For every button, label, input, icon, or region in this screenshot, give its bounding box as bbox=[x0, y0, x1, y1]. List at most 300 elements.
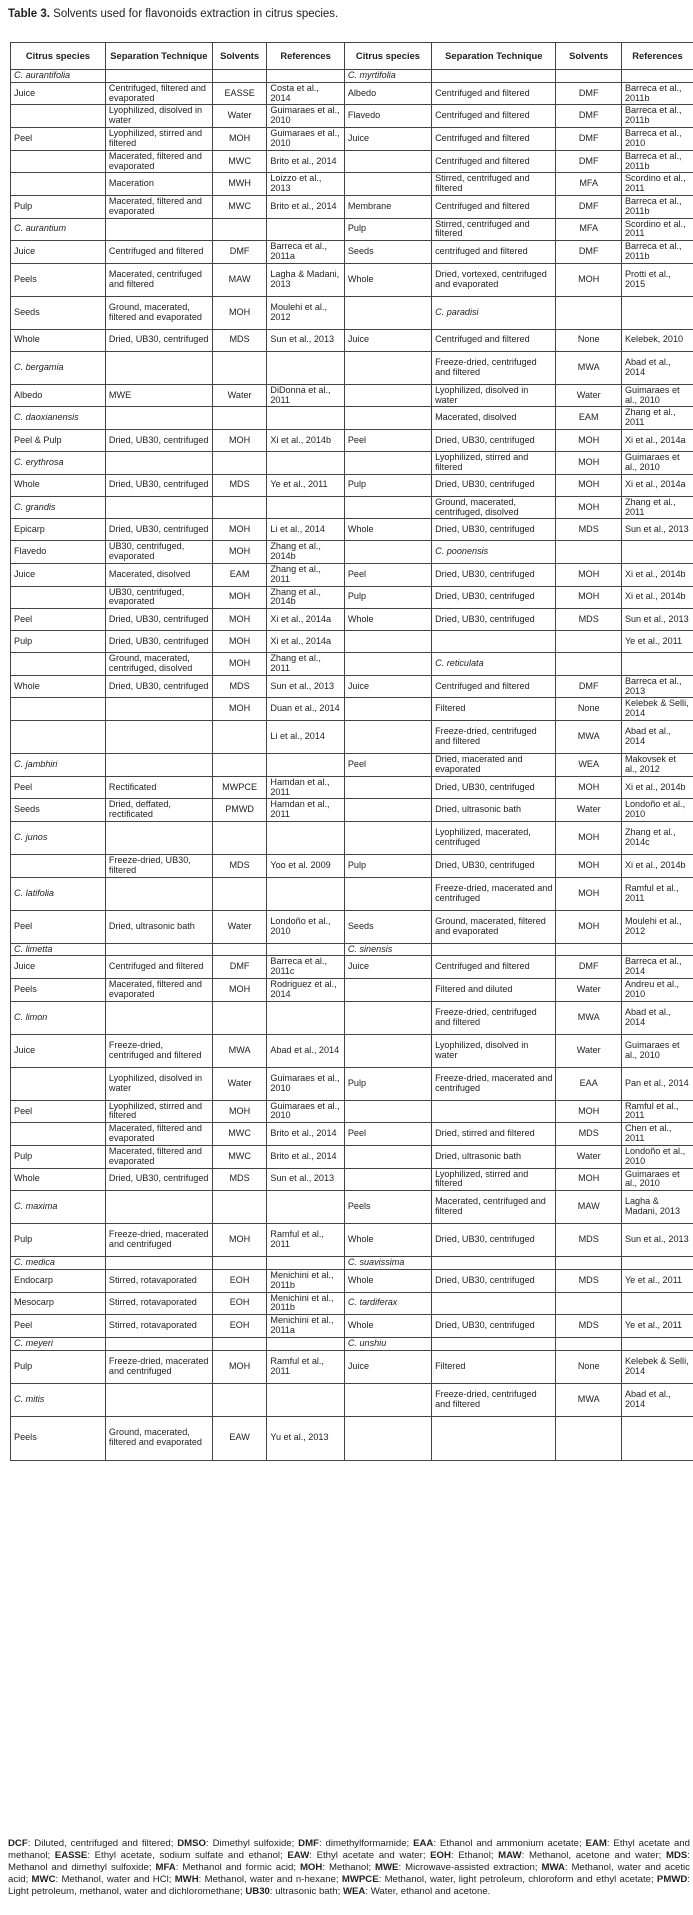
cell-reference: Duan et al., 2014 bbox=[267, 698, 344, 721]
cell-reference-2: Makovsek et al., 2012 bbox=[621, 754, 693, 777]
cell-reference-2: Guimaraes et al., 2010 bbox=[621, 1168, 693, 1191]
cell-reference: Guimaraes et al., 2010 bbox=[267, 128, 344, 151]
cell-solvent-2: MOH bbox=[556, 474, 621, 496]
cell-reference: Guimaraes et al., 2010 bbox=[267, 1067, 344, 1100]
cell-solvent-2 bbox=[556, 1337, 621, 1350]
cell-solvent: EOH bbox=[212, 1292, 267, 1315]
cell-technique: Maceration bbox=[105, 173, 212, 196]
cell-technique-2: Stirred, centrifuged and filtered bbox=[432, 218, 556, 241]
cell-solvent: MOH bbox=[212, 296, 267, 329]
cell-species-2 bbox=[344, 351, 431, 384]
cell-species bbox=[11, 173, 106, 196]
cell-species-2: Juice bbox=[344, 1350, 431, 1383]
cell-technique bbox=[105, 754, 212, 777]
cell-species-2: Peel bbox=[344, 1123, 431, 1146]
cell-solvent-2: DMF bbox=[556, 956, 621, 979]
cell-technique-2: Lyophilized, disolved in water bbox=[432, 1034, 556, 1067]
cell-technique-2 bbox=[432, 1100, 556, 1123]
cell-solvent-2: MOH bbox=[556, 854, 621, 877]
cell-technique: Dried, UB30, centrifuged bbox=[105, 609, 212, 631]
cell-species: C. aurantium bbox=[11, 218, 106, 241]
cell-solvent-2: DMF bbox=[556, 82, 621, 105]
cell-species: Peel bbox=[11, 609, 106, 631]
cell-species: Endocarp bbox=[11, 1269, 106, 1292]
cell-reference: Rodriguez et al., 2014 bbox=[267, 979, 344, 1002]
cell-solvent-2: MFA bbox=[556, 173, 621, 196]
cell-species: Juice bbox=[11, 1034, 106, 1067]
table-row bbox=[11, 1269, 693, 1292]
cell-species-2: Pulp bbox=[344, 474, 431, 496]
cell-species-2: Seeds bbox=[344, 241, 431, 264]
cell-reference: Yu et al., 2013 bbox=[267, 1416, 344, 1460]
footnote-abbr: MDS bbox=[665, 1850, 688, 1862]
cell-technique-2: Lyophilized, disolved in water bbox=[432, 384, 556, 407]
cell-technique: Stirred, rotavaporated bbox=[105, 1315, 212, 1338]
cell-solvent: MDS bbox=[212, 675, 267, 698]
cell-solvent-2: Water bbox=[556, 1145, 621, 1168]
cell-technique bbox=[105, 1383, 212, 1416]
cell-solvent-2: MOH bbox=[556, 430, 621, 452]
cell-species: C. daoxianensis bbox=[11, 407, 106, 430]
cell-species-2 bbox=[344, 150, 431, 173]
cell-technique bbox=[105, 70, 212, 83]
cell-technique-2: Dried, ultrasonic bath bbox=[432, 799, 556, 822]
cell-reference: Barreca et al., 2011c bbox=[267, 956, 344, 979]
cell-reference-2: Kelebek, 2010 bbox=[621, 329, 693, 351]
cell-reference-2 bbox=[621, 1257, 693, 1270]
footnote-abbr: EAA bbox=[413, 1838, 434, 1849]
cell-reference: Sun et al., 2013 bbox=[267, 675, 344, 698]
cell-species: C. limetta bbox=[11, 943, 106, 956]
cell-solvent-2: MWA bbox=[556, 721, 621, 754]
table-row bbox=[11, 1350, 693, 1383]
footnote-abbr: MWE bbox=[375, 1862, 399, 1874]
cell-technique-2: Centrifuged and filtered bbox=[432, 675, 556, 698]
cell-species: Juice bbox=[11, 956, 106, 979]
cell-species: C. aurantifolia bbox=[11, 70, 106, 83]
footnote-definition: ultrasonic bath bbox=[275, 1886, 338, 1898]
footnote-definition: Ethyl acetate and methanol bbox=[8, 1838, 690, 1862]
cell-species-2 bbox=[344, 653, 431, 676]
cell-species: Mesocarp bbox=[11, 1292, 106, 1315]
cell-technique-2: Dried, UB30, centrifuged bbox=[432, 474, 556, 496]
cell-reference-2: Pan et al., 2014 bbox=[621, 1067, 693, 1100]
cell-species: Pulp bbox=[11, 631, 106, 653]
cell-reference-2: Ye et al., 2011 bbox=[621, 1315, 693, 1338]
footnote-abbr: DCF bbox=[8, 1838, 28, 1849]
cell-reference-2: Xi et al., 2014b bbox=[621, 854, 693, 877]
cell-solvent-2: EAM bbox=[556, 407, 621, 430]
cell-technique-2: C. reticulata bbox=[432, 653, 556, 676]
cell-reference: Lagha & Madani, 2013 bbox=[267, 263, 344, 296]
cell-technique-2: Dried, vortexed, centrifuged and evaporated bbox=[432, 263, 556, 296]
cell-species: Peel bbox=[11, 128, 106, 151]
cell-species-2: Flavedo bbox=[344, 105, 431, 128]
cell-solvent-2: None bbox=[556, 329, 621, 351]
cell-technique-2: Centrifuged and filtered bbox=[432, 329, 556, 351]
table-row bbox=[11, 263, 693, 296]
footnote-definition: Methanol and dimethyl sulfoxide bbox=[8, 1862, 149, 1874]
table-row bbox=[11, 1416, 693, 1460]
cell-species: Whole bbox=[11, 329, 106, 351]
cell-species: Pulp bbox=[11, 195, 106, 218]
cell-reference: Abad et al., 2014 bbox=[267, 1034, 344, 1067]
cell-solvent-2: DMF bbox=[556, 105, 621, 128]
cell-technique-2: Dried, UB30, centrifuged bbox=[432, 854, 556, 877]
cell-solvent: MWC bbox=[212, 150, 267, 173]
table-row bbox=[11, 452, 693, 475]
cell-reference: Li et al., 2014 bbox=[267, 721, 344, 754]
cell-technique-2: Dried, UB30, centrifuged bbox=[432, 519, 556, 541]
cell-technique-2 bbox=[432, 631, 556, 653]
cell-solvent-2: MAW bbox=[556, 1191, 621, 1224]
cell-solvent-2: MDS bbox=[556, 1123, 621, 1146]
table-row bbox=[11, 776, 693, 799]
cell-reference-2: Londoño et al., 2010 bbox=[621, 1145, 693, 1168]
cell-solvent-2: MOH bbox=[556, 452, 621, 475]
cell-solvent: MOH bbox=[212, 631, 267, 653]
cell-solvent-2: MOH bbox=[556, 821, 621, 854]
cell-solvent-2: MWA bbox=[556, 351, 621, 384]
cell-species: Peel bbox=[11, 910, 106, 943]
cell-solvent-2: Water bbox=[556, 384, 621, 407]
cell-technique-2: Freeze-dried, macerated and centrifuged bbox=[432, 1067, 556, 1100]
footnote-abbr: EOH bbox=[430, 1850, 451, 1862]
cell-species-2: Whole bbox=[344, 1269, 431, 1292]
cell-species-2 bbox=[344, 1034, 431, 1067]
cell-technique-2: Centrifuged and filtered bbox=[432, 195, 556, 218]
cell-species-2 bbox=[344, 496, 431, 519]
table-row bbox=[11, 1001, 693, 1034]
cell-solvent: DMF bbox=[212, 241, 267, 264]
cell-technique: UB30, centrifuged, evaporated bbox=[105, 541, 212, 564]
cell-solvent: MOH bbox=[212, 698, 267, 721]
cell-reference: Ramful et al., 2011 bbox=[267, 1350, 344, 1383]
cell-solvent: MOH bbox=[212, 609, 267, 631]
cell-solvent-2: MDS bbox=[556, 609, 621, 631]
table-row bbox=[11, 1224, 693, 1257]
cell-technique: Centrifuged and filtered bbox=[105, 241, 212, 264]
cell-technique-2: C. poonensis bbox=[432, 541, 556, 564]
cell-species-2 bbox=[344, 776, 431, 799]
table-caption-text: Solvents used for flavonoids extraction in citrus species. bbox=[53, 8, 339, 20]
cell-technique: Macerated, filtered and evaporated bbox=[105, 150, 212, 173]
cell-solvent bbox=[212, 351, 267, 384]
cell-species bbox=[11, 653, 106, 676]
cell-species: C. limon bbox=[11, 1001, 106, 1034]
cell-species: Pulp bbox=[11, 1350, 106, 1383]
cell-reference bbox=[267, 452, 344, 475]
cell-species: Seeds bbox=[11, 296, 106, 329]
table-row bbox=[11, 910, 693, 943]
header-separation-technique-2: Separation Technique bbox=[432, 43, 556, 70]
cell-species-2: C. myrtifolia bbox=[344, 70, 431, 83]
cell-reference-2 bbox=[621, 1337, 693, 1350]
cell-species: Peels bbox=[11, 263, 106, 296]
cell-reference-2: Abad et al., 2014 bbox=[621, 351, 693, 384]
cell-solvent: Water bbox=[212, 1067, 267, 1100]
cell-reference-2: Xi et al., 2014a bbox=[621, 430, 693, 452]
cell-reference: Guimaraes et al., 2010 bbox=[267, 105, 344, 128]
cell-species-2 bbox=[344, 799, 431, 822]
cell-reference-2 bbox=[621, 70, 693, 83]
cell-solvent-2: MDS bbox=[556, 1315, 621, 1338]
cell-solvent-2: WEA bbox=[556, 754, 621, 777]
cell-technique: Dried, UB30, centrifuged bbox=[105, 1168, 212, 1191]
cell-solvent-2: Water bbox=[556, 799, 621, 822]
footnote-definition: Diluted, centrifuged and filtered bbox=[34, 1838, 171, 1849]
solvents-table bbox=[10, 42, 693, 1461]
cell-solvent: EAM bbox=[212, 563, 267, 586]
cell-species: Whole bbox=[11, 1168, 106, 1191]
cell-technique-2: Lyophilized, macerated, centrifuged bbox=[432, 821, 556, 854]
table-row bbox=[11, 430, 693, 452]
table-row bbox=[11, 609, 693, 631]
cell-solvent: Water bbox=[212, 105, 267, 128]
cell-reference-2: Abad et al., 2014 bbox=[621, 1001, 693, 1034]
cell-reference: Zhang et al., 2014b bbox=[267, 541, 344, 564]
cell-solvent: MOH bbox=[212, 1224, 267, 1257]
cell-species: C. grandis bbox=[11, 496, 106, 519]
cell-species: Juice bbox=[11, 82, 106, 105]
cell-solvent-2: Water bbox=[556, 979, 621, 1002]
cell-species: Juice bbox=[11, 241, 106, 264]
cell-solvent: MDS bbox=[212, 854, 267, 877]
cell-technique: Stirred, rotavaporated bbox=[105, 1292, 212, 1315]
cell-solvent-2 bbox=[556, 631, 621, 653]
cell-reference-2: Chen et al., 2011 bbox=[621, 1123, 693, 1146]
cell-species: Pulp bbox=[11, 1145, 106, 1168]
cell-technique-2 bbox=[432, 943, 556, 956]
cell-solvent: EOH bbox=[212, 1269, 267, 1292]
table-row bbox=[11, 943, 693, 956]
cell-solvent: MOH bbox=[212, 1350, 267, 1383]
cell-solvent-2: MOH bbox=[556, 496, 621, 519]
cell-solvent: MWH bbox=[212, 173, 267, 196]
cell-technique: Lyophilized, disolved in water bbox=[105, 1067, 212, 1100]
cell-species bbox=[11, 698, 106, 721]
cell-reference: Brito et al., 2014 bbox=[267, 1123, 344, 1146]
cell-technique-2 bbox=[432, 70, 556, 83]
cell-solvent bbox=[212, 1337, 267, 1350]
cell-reference-2: Scordino et al., 2011 bbox=[621, 173, 693, 196]
cell-species-2 bbox=[344, 631, 431, 653]
footnote-definition: Methanol and formic acid bbox=[182, 1862, 294, 1874]
cell-species: Peel bbox=[11, 776, 106, 799]
cell-technique-2: Macerated, disolved bbox=[432, 407, 556, 430]
cell-species-2: Juice bbox=[344, 675, 431, 698]
cell-species bbox=[11, 721, 106, 754]
cell-technique-2: Freeze-dried, centrifuged and filtered bbox=[432, 351, 556, 384]
cell-reference: Londoño et al., 2010 bbox=[267, 910, 344, 943]
table-row bbox=[11, 721, 693, 754]
table-row bbox=[11, 1067, 693, 1100]
cell-species-2: Pulp bbox=[344, 218, 431, 241]
header-citrus-species-2: Citrus species bbox=[344, 43, 431, 70]
cell-technique bbox=[105, 452, 212, 475]
cell-species: Peel bbox=[11, 1100, 106, 1123]
cell-solvent-2: MDS bbox=[556, 519, 621, 541]
cell-solvent bbox=[212, 1191, 267, 1224]
cell-solvent: MOH bbox=[212, 653, 267, 676]
cell-species-2 bbox=[344, 1001, 431, 1034]
table-row bbox=[11, 541, 693, 564]
cell-technique-2: C. paradisi bbox=[432, 296, 556, 329]
cell-technique: Macerated, centrifuged and filtered bbox=[105, 263, 212, 296]
cell-species-2 bbox=[344, 1383, 431, 1416]
cell-species: C. erythrosa bbox=[11, 452, 106, 475]
cell-reference-2: Barreca et al., 2011b bbox=[621, 150, 693, 173]
cell-reference-2: Protti et al., 2015 bbox=[621, 263, 693, 296]
cell-species-2 bbox=[344, 821, 431, 854]
cell-technique-2: Filtered and diluted bbox=[432, 979, 556, 1002]
cell-technique: Freeze-dried, centrifuged and filtered bbox=[105, 1034, 212, 1067]
cell-species-2 bbox=[344, 384, 431, 407]
cell-solvent-2: MOH bbox=[556, 910, 621, 943]
cell-technique bbox=[105, 877, 212, 910]
table-caption bbox=[8, 8, 338, 20]
cell-reference-2: Abad et al., 2014 bbox=[621, 721, 693, 754]
table-row bbox=[11, 296, 693, 329]
cell-reference: Sun et al., 2013 bbox=[267, 329, 344, 351]
cell-species-2: Seeds bbox=[344, 910, 431, 943]
cell-reference-2: Abad et al., 2014 bbox=[621, 1383, 693, 1416]
cell-species-2: C. tardiferax bbox=[344, 1292, 431, 1315]
table-caption-label: Table 3. bbox=[8, 8, 50, 20]
cell-technique: Centrifuged, filtered and evaporated bbox=[105, 82, 212, 105]
cell-solvent-2: MOH bbox=[556, 1168, 621, 1191]
cell-reference-2 bbox=[621, 1292, 693, 1315]
cell-solvent: MWC bbox=[212, 195, 267, 218]
cell-technique: Macerated, filtered and evaporated bbox=[105, 979, 212, 1002]
cell-solvent-2: DMF bbox=[556, 675, 621, 698]
cell-species-2: Peel bbox=[344, 430, 431, 452]
table-row bbox=[11, 698, 693, 721]
cell-technique-2: Stirred, centrifuged and filtered bbox=[432, 173, 556, 196]
footnote-definition: Dimethyl sulfoxide bbox=[212, 1838, 292, 1849]
cell-reference bbox=[267, 496, 344, 519]
cell-reference: Zhang et al., 2011 bbox=[267, 653, 344, 676]
cell-reference: Zhang et al., 2011 bbox=[267, 563, 344, 586]
cell-solvent: MWPCE bbox=[212, 776, 267, 799]
cell-species: C. meyeri bbox=[11, 1337, 106, 1350]
cell-solvent-2 bbox=[556, 541, 621, 564]
cell-solvent-2: MDS bbox=[556, 1269, 621, 1292]
cell-species-2 bbox=[344, 407, 431, 430]
cell-technique-2: Dried, UB30, centrifuged bbox=[432, 563, 556, 586]
cell-solvent bbox=[212, 1257, 267, 1270]
cell-technique-2: Dried, UB30, centrifuged bbox=[432, 776, 556, 799]
table-row bbox=[11, 799, 693, 822]
header-separation-technique: Separation Technique bbox=[105, 43, 212, 70]
cell-species-2 bbox=[344, 698, 431, 721]
cell-reference-2: Guimaraes et al., 2010 bbox=[621, 384, 693, 407]
cell-solvent: EAW bbox=[212, 1416, 267, 1460]
cell-reference: Xi et al., 2014a bbox=[267, 609, 344, 631]
footnote-abbr: EAM bbox=[585, 1838, 607, 1849]
cell-technique: Macerated, filtered and evaporated bbox=[105, 1145, 212, 1168]
table-row bbox=[11, 128, 693, 151]
table-row bbox=[11, 82, 693, 105]
cell-species-2: Peel bbox=[344, 563, 431, 586]
cell-solvent-2: EAA bbox=[556, 1067, 621, 1100]
cell-solvent: MWC bbox=[212, 1123, 267, 1146]
table-row bbox=[11, 1100, 693, 1123]
cell-solvent-2: MWA bbox=[556, 1001, 621, 1034]
cell-technique-2: Macerated, centrifuged and filtered bbox=[432, 1191, 556, 1224]
cell-solvent: PMWD bbox=[212, 799, 267, 822]
cell-solvent bbox=[212, 721, 267, 754]
cell-solvent: MAW bbox=[212, 263, 267, 296]
cell-solvent: MOH bbox=[212, 1100, 267, 1123]
cell-reference-2: Xi et al., 2014b bbox=[621, 776, 693, 799]
cell-solvent bbox=[212, 943, 267, 956]
cell-species: Pulp bbox=[11, 1224, 106, 1257]
cell-solvent: MWC bbox=[212, 1145, 267, 1168]
cell-species-2: C. unshiu bbox=[344, 1337, 431, 1350]
table-row bbox=[11, 218, 693, 241]
cell-technique: Centrifuged and filtered bbox=[105, 956, 212, 979]
cell-solvent bbox=[212, 496, 267, 519]
footnote-abbr: MWC bbox=[31, 1874, 56, 1886]
cell-solvent-2: MWA bbox=[556, 1383, 621, 1416]
cell-solvent-2 bbox=[556, 70, 621, 83]
table-row bbox=[11, 754, 693, 777]
cell-solvent: MDS bbox=[212, 474, 267, 496]
cell-reference: Ye et al., 2011 bbox=[267, 474, 344, 496]
footnote-abbr: MFA bbox=[155, 1862, 176, 1874]
cell-reference-2: Xi et al., 2014b bbox=[621, 563, 693, 586]
cell-technique-2: Dried, UB30, centrifuged bbox=[432, 1315, 556, 1338]
footnote-abbr: DMSO bbox=[177, 1838, 207, 1849]
cell-solvent-2: None bbox=[556, 1350, 621, 1383]
cell-technique-2: Filtered bbox=[432, 698, 556, 721]
table-row bbox=[11, 384, 693, 407]
cell-solvent: Water bbox=[212, 910, 267, 943]
cell-solvent-2: MDS bbox=[556, 1224, 621, 1257]
cell-species: Albedo bbox=[11, 384, 106, 407]
cell-solvent bbox=[212, 407, 267, 430]
cell-species-2: Whole bbox=[344, 519, 431, 541]
cell-reference: Hamdan et al., 2011 bbox=[267, 776, 344, 799]
cell-technique-2: Ground, macerated, filtered and evaporated bbox=[432, 910, 556, 943]
cell-species-2: C. sinensis bbox=[344, 943, 431, 956]
cell-technique: Lyophilized, disolved in water bbox=[105, 105, 212, 128]
cell-technique: Macerated, filtered and evaporated bbox=[105, 195, 212, 218]
table-row bbox=[11, 1337, 693, 1350]
cell-solvent: MDS bbox=[212, 329, 267, 351]
cell-technique: Freeze-dried, macerated and centrifuged bbox=[105, 1350, 212, 1383]
cell-technique: Freeze-dried, UB30, filtered bbox=[105, 854, 212, 877]
cell-species bbox=[11, 105, 106, 128]
cell-technique-2: Centrifuged and filtered bbox=[432, 105, 556, 128]
cell-reference: Brito et al., 2014 bbox=[267, 150, 344, 173]
cell-reference: Loizzo et al., 2013 bbox=[267, 173, 344, 196]
table-row bbox=[11, 496, 693, 519]
cell-technique-2: Centrifuged and filtered bbox=[432, 82, 556, 105]
header-solvents-2: Solvents bbox=[556, 43, 621, 70]
cell-reference-2 bbox=[621, 541, 693, 564]
cell-reference-2: Zhang et al., 2011 bbox=[621, 496, 693, 519]
cell-reference-2: Sun et al., 2013 bbox=[621, 1224, 693, 1257]
cell-solvent-2 bbox=[556, 1416, 621, 1460]
footnote-abbr: DMF bbox=[298, 1838, 319, 1849]
cell-solvent-2 bbox=[556, 1292, 621, 1315]
cell-species-2 bbox=[344, 1168, 431, 1191]
cell-species: Whole bbox=[11, 474, 106, 496]
cell-species bbox=[11, 150, 106, 173]
cell-species bbox=[11, 586, 106, 609]
